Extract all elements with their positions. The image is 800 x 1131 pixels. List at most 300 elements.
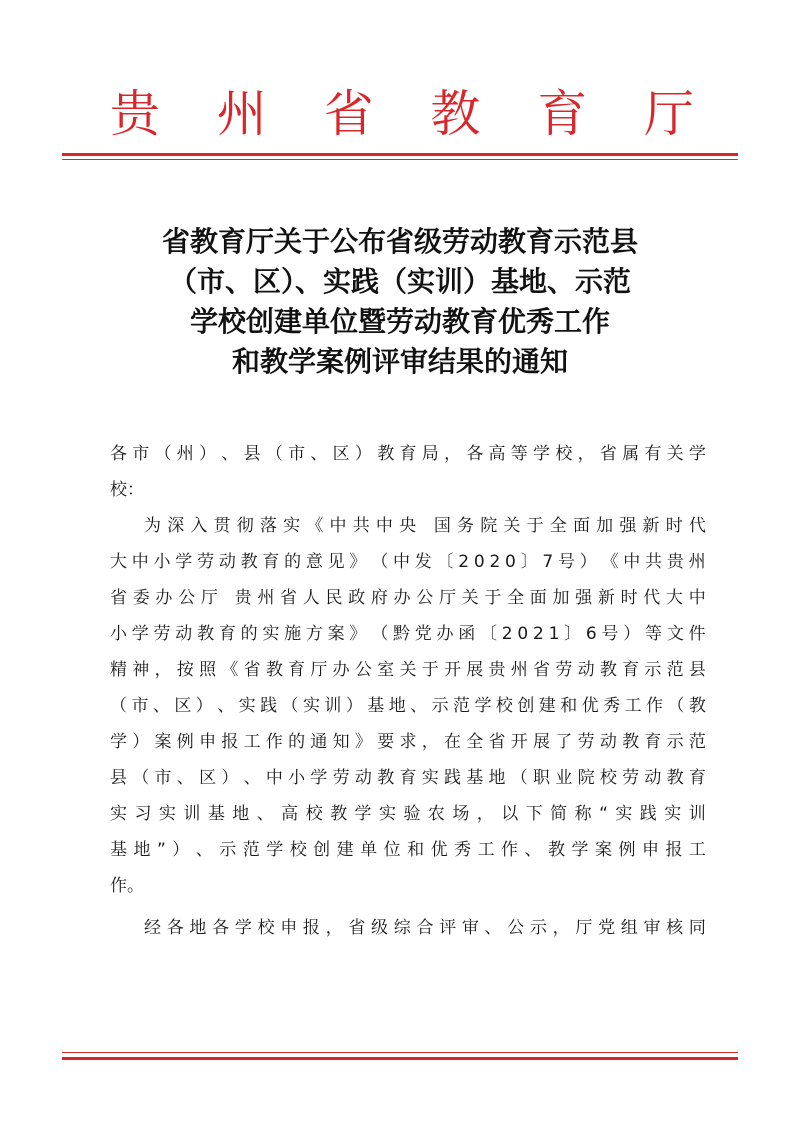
body-char: 合: [416, 918, 434, 938]
body-char: 教: [377, 444, 395, 464]
body-char: 〔: [480, 624, 498, 644]
body-char: 于: [484, 588, 502, 608]
document-body: [110, 436, 706, 946]
body-char: 院: [480, 516, 498, 536]
paragraph-line: [110, 508, 706, 544]
body-char: 厅: [310, 660, 328, 680]
body-char: 示: [219, 840, 237, 860]
body-char: 强: [619, 516, 637, 536]
letterhead-char: 州: [216, 85, 267, 143]
body-char: 、: [176, 768, 194, 788]
body-char: 教: [599, 660, 617, 680]
body-char: 劳: [622, 768, 640, 788]
body-char: 教: [330, 804, 348, 824]
body-char: 报: [302, 918, 320, 938]
body-char: （: [667, 696, 685, 716]
body-char: 和: [407, 840, 425, 860]
body-char: 实: [238, 696, 256, 716]
body-char: 政: [348, 588, 366, 608]
body-char: 彻: [236, 516, 254, 536]
body-char: 、: [217, 696, 235, 716]
body-char: 示: [431, 696, 449, 716]
paragraph-line: [110, 724, 706, 760]
body-char: 市: [131, 696, 149, 716]
body-char: 的: [240, 624, 258, 644]
title-line: 和教学案例评审结果的通知: [231, 345, 568, 378]
body-char: 工: [688, 840, 706, 860]
body-char: 学: [266, 840, 284, 860]
body-char: 关: [399, 660, 417, 680]
body-char: 训: [688, 804, 706, 824]
body-char: 中: [265, 768, 283, 788]
body-char: 实: [615, 804, 633, 824]
letterhead-char: 贵: [110, 85, 160, 143]
body-char: 训: [183, 804, 201, 824]
body-char: 基: [207, 804, 225, 824]
footer-rule-thick: [62, 1057, 738, 1060]
body-char: 精: [110, 660, 127, 680]
body-char: 入: [190, 516, 208, 536]
body-char: 简: [550, 804, 568, 824]
body-char: 场: [452, 804, 470, 824]
body-char: 公: [178, 588, 196, 608]
body-char: 地: [133, 840, 151, 860]
body-char: 施: [284, 624, 302, 644]
body-char: “: [599, 804, 608, 824]
body-char: 校: [555, 444, 573, 464]
body-char: 各: [110, 444, 127, 464]
body-char: 育: [622, 660, 640, 680]
body-char: 实: [378, 804, 396, 824]
body-char: 校: [599, 768, 617, 788]
body-char: 2: [501, 624, 513, 644]
body-char: 高: [488, 444, 506, 464]
body-char: 和: [560, 696, 578, 716]
body-char: 校: [495, 696, 513, 716]
body-char: 代: [643, 588, 661, 608]
body-char: 文: [666, 624, 684, 644]
body-char: 建: [336, 840, 354, 860]
body-char: 贵: [488, 660, 506, 680]
body-char: ”: [156, 840, 166, 860]
body-char: 、: [195, 840, 213, 860]
body-char: ，: [154, 660, 172, 680]
body-char: 府: [370, 588, 388, 608]
body-char: 意: [305, 552, 323, 572]
body-char: 7: [542, 552, 554, 572]
body-char: 委: [132, 588, 150, 608]
body-char: 劳: [577, 732, 595, 752]
body-char: 高: [281, 804, 299, 824]
body-char: 作: [265, 732, 283, 752]
body-char: ）: [199, 444, 217, 464]
body-char: 基: [466, 768, 484, 788]
body-char: 省: [599, 444, 617, 464]
body-char: 育: [399, 444, 417, 464]
body-char: 审: [461, 918, 479, 938]
body-char: 工: [624, 696, 642, 716]
paragraph-line: [110, 544, 706, 580]
body-char: 见: [327, 552, 345, 572]
body-char: 单: [360, 840, 378, 860]
body-char: 劳: [332, 768, 350, 788]
body-char: 大: [665, 588, 683, 608]
body-char: 同: [688, 918, 706, 938]
body-char: 例: [176, 732, 194, 752]
body-char: 时: [665, 516, 683, 536]
body-char: 优: [581, 696, 599, 716]
body-char: 展: [533, 732, 551, 752]
body-char: 为: [144, 516, 161, 536]
body-char: 》: [349, 552, 367, 572]
body-char: 校: [305, 804, 323, 824]
body-char: 审: [643, 918, 661, 938]
body-char: 地: [388, 696, 406, 716]
body-char: 党: [598, 918, 616, 938]
body-char: [422, 508, 427, 544]
body-char: 0: [505, 552, 516, 572]
body-char: 代: [688, 516, 706, 536]
header-rule-thin: [62, 159, 738, 160]
body-char: 〔: [436, 552, 454, 572]
body-char: 综: [393, 918, 411, 938]
body-char: 新: [597, 588, 615, 608]
body-char: 实: [302, 696, 320, 716]
body-char: 0: [517, 624, 529, 644]
body-char: 局: [421, 444, 439, 464]
body-char: 各: [212, 918, 230, 938]
paragraph-line: [110, 796, 706, 832]
body-char: 验: [403, 804, 421, 824]
body-char: 厅: [438, 588, 456, 608]
body-char: 省: [280, 588, 298, 608]
body-char: 等: [510, 444, 528, 464]
body-char: 知: [332, 732, 350, 752]
body-char: 务: [457, 516, 475, 536]
body-char: 件: [688, 624, 706, 644]
body-char: 例: [618, 840, 636, 860]
body-char: 动: [218, 552, 236, 572]
body-char: 黔: [392, 624, 410, 644]
body-char: 了: [555, 732, 573, 752]
body-char: 中: [688, 588, 706, 608]
body-char: 在: [443, 732, 461, 752]
body-char: 全: [507, 588, 525, 608]
body-char: 育: [688, 768, 706, 788]
body-char: 教: [197, 624, 215, 644]
body-char: 报: [665, 840, 683, 860]
body-char: 强: [575, 588, 593, 608]
body-char: 全: [549, 516, 567, 536]
body-char: 学: [131, 624, 149, 644]
body-char: ）: [579, 552, 597, 572]
body-char: 、: [243, 768, 261, 788]
paragraph-line: [110, 616, 706, 652]
body-char: 中: [375, 516, 393, 536]
body-char: 加: [552, 588, 570, 608]
letterhead: [60, 84, 740, 144]
body-char: 动: [644, 768, 662, 788]
body-char: 国: [433, 516, 451, 536]
body-char: 动: [577, 660, 595, 680]
body-char: 办: [393, 588, 411, 608]
body-char: 基: [110, 840, 127, 860]
body-char: 院: [577, 768, 595, 788]
body-char: ）: [623, 624, 641, 644]
body-char: 关: [503, 516, 521, 536]
body-char: 号: [557, 552, 575, 572]
body-char: 方: [305, 624, 323, 644]
body-char: 工: [477, 840, 495, 860]
body-char: 《: [306, 516, 324, 536]
body-char: 以: [501, 804, 519, 824]
body-char: 实: [421, 768, 439, 788]
body-char: 1: [548, 624, 560, 644]
letterhead-char: 厅: [643, 85, 694, 143]
paragraph-line: [110, 910, 706, 946]
body-char: 称: [574, 804, 592, 824]
body-char: 市: [132, 444, 150, 464]
body-char: 通: [310, 732, 328, 752]
body-char: ，: [443, 444, 461, 464]
body-char: 优: [430, 840, 448, 860]
body-char: 育: [218, 624, 236, 644]
body-char: 》: [349, 624, 367, 644]
body-char: 》: [354, 732, 372, 752]
body-char: 开: [443, 660, 461, 680]
body-char: 建: [538, 696, 556, 716]
letterhead-char: 育: [537, 85, 588, 143]
body-char: 示: [529, 918, 547, 938]
body-char: 级: [371, 918, 389, 938]
body-char: 贵: [234, 588, 252, 608]
body-char: 公: [507, 918, 525, 938]
body-char: 共: [645, 552, 663, 572]
body-char: 实: [110, 804, 127, 824]
body-char: （: [265, 444, 283, 464]
body-char: 县: [110, 768, 127, 788]
body-char: 省: [110, 588, 127, 608]
body-char: 劳: [555, 660, 573, 680]
body-char: 核: [666, 918, 684, 938]
body-char: 育: [288, 660, 306, 680]
body-char: （: [371, 624, 389, 644]
body-char: 小: [288, 768, 306, 788]
title-line: （市、区）、实践（实训）基地、示范: [168, 265, 631, 298]
body-char: 〕: [520, 552, 538, 572]
body-char: 关: [461, 588, 479, 608]
body-char: 加: [596, 516, 614, 536]
body-char: 按: [176, 660, 194, 680]
body-char: 动: [175, 624, 193, 644]
body-char: 区: [332, 444, 350, 464]
body-char: 学: [474, 696, 492, 716]
body-char: 报: [221, 732, 239, 752]
body-char: 教: [666, 768, 684, 788]
body-char: 学: [533, 444, 551, 464]
body-char: 秀: [603, 696, 621, 716]
paragraph-line: [110, 760, 706, 796]
body-char: 省: [348, 918, 366, 938]
body-char: 组: [620, 918, 638, 938]
body-char: ，: [325, 918, 343, 938]
body-char: 各: [466, 444, 484, 464]
body-char: 求: [399, 732, 417, 752]
body-char: 训: [324, 696, 342, 716]
body-char: 关: [666, 444, 684, 464]
body-char: 动: [599, 732, 617, 752]
body-char: 教: [622, 732, 640, 752]
body-char: 范: [688, 732, 706, 752]
body-char: 时: [620, 588, 638, 608]
body-char: 业: [555, 768, 573, 788]
body-char: 育: [644, 732, 662, 752]
body-char: 落: [259, 516, 277, 536]
body-char: 室: [377, 660, 395, 680]
body-char: 深: [167, 516, 185, 536]
body-char: 省: [533, 660, 551, 680]
body-char: 、: [256, 804, 274, 824]
body-char: 展: [466, 660, 484, 680]
body-char: 农: [427, 804, 445, 824]
body-char: 开: [510, 732, 528, 752]
body-char: 学: [310, 768, 328, 788]
body-char: 《: [601, 552, 619, 572]
body-char: 动: [354, 768, 372, 788]
body-char: 中: [329, 516, 347, 536]
body-char: 示: [644, 660, 662, 680]
body-char: 中: [392, 552, 410, 572]
title-line: 省教育厅关于公布省级劳动教育示范县: [161, 225, 638, 258]
body-char: 校: [289, 840, 307, 860]
body-char: 区: [199, 768, 217, 788]
body-char: 号: [601, 624, 619, 644]
body-char: 人: [302, 588, 320, 608]
body-char: （: [281, 696, 299, 716]
body-char: 〕: [564, 624, 582, 644]
body-char: 发: [414, 552, 432, 572]
body-char: 示: [666, 732, 684, 752]
body-char: 共: [352, 516, 370, 536]
body-char: 作: [501, 840, 519, 860]
body-char: 小: [153, 552, 171, 572]
body-char: 民: [325, 588, 343, 608]
body-char: 申: [641, 840, 659, 860]
body-char: 办: [332, 660, 350, 680]
body-char: 2: [532, 624, 544, 644]
body-char: ，: [552, 918, 570, 938]
body-char: 案: [154, 732, 172, 752]
body-char: 面: [572, 516, 590, 536]
body-char: 践: [260, 696, 278, 716]
body-char: 州: [176, 444, 194, 464]
body-char: 州: [510, 660, 528, 680]
body-char: 市: [288, 444, 306, 464]
header-rule-thick: [62, 153, 738, 156]
body-char: 2: [458, 552, 470, 572]
body-char: ）: [132, 732, 150, 752]
body-char: ，: [577, 444, 595, 464]
body-char: [224, 580, 229, 616]
body-char: 于: [421, 660, 439, 680]
body-char: 教: [548, 840, 566, 860]
body-char: 新: [642, 516, 660, 536]
letterhead-char: 教: [430, 85, 481, 143]
body-char: ）: [345, 696, 363, 716]
body-char: 工: [243, 732, 261, 752]
title-line: 学校创建单位暨劳动教育优秀工作: [189, 305, 610, 338]
body-char: 县: [688, 660, 706, 680]
body-char: 案: [594, 840, 612, 860]
body-char: 劳: [153, 624, 171, 644]
body-char: 各: [166, 918, 184, 938]
body-char: 地: [488, 768, 506, 788]
body-char: 作: [645, 696, 663, 716]
body-char: 教: [377, 768, 395, 788]
body-char: 、: [524, 840, 542, 860]
body-char: 6: [585, 624, 597, 644]
body-char: ，: [421, 732, 439, 752]
body-char: 公: [354, 660, 372, 680]
body-char: 经: [144, 918, 161, 938]
body-char: 、: [310, 444, 328, 464]
body-char: 学: [688, 444, 706, 464]
body-char: ，: [476, 804, 494, 824]
body-char: 、: [410, 696, 428, 716]
body-char: 公: [416, 588, 434, 608]
body-char: 创: [313, 840, 331, 860]
footer-rule-thin: [62, 1052, 738, 1053]
body-char: 的: [284, 552, 302, 572]
body-char: 党: [414, 624, 432, 644]
body-char: 教: [688, 696, 706, 716]
body-char: 厅: [575, 918, 593, 938]
body-char: 中: [623, 552, 641, 572]
body-char: 职: [533, 768, 551, 788]
body-char: 秀: [454, 840, 472, 860]
body-char: 贵: [666, 552, 684, 572]
body-char: 学: [354, 804, 372, 824]
body-char: 中: [131, 552, 149, 572]
letterhead-char: 省: [323, 85, 374, 143]
body-char: （: [110, 696, 127, 716]
body-char: 基: [367, 696, 385, 716]
body-char: 全: [466, 732, 484, 752]
body-char: 实: [262, 624, 280, 644]
body-char: 大: [110, 552, 127, 572]
body-char: 实: [283, 516, 301, 536]
body-char: 省: [488, 732, 506, 752]
body-char: 学: [110, 732, 127, 752]
body-char: 学: [571, 840, 589, 860]
body-char: （: [132, 768, 150, 788]
paragraph-line: [110, 652, 706, 688]
body-char: 函: [458, 624, 476, 644]
body-char: 要: [377, 732, 395, 752]
body-char: 教: [265, 660, 283, 680]
body-char: 贯: [213, 516, 231, 536]
body-char: 育: [262, 552, 280, 572]
body-char: 践: [443, 768, 461, 788]
body-char: 申: [199, 732, 217, 752]
body-char: 0: [473, 552, 485, 572]
body-char: 市: [154, 768, 172, 788]
body-char: 地: [189, 918, 207, 938]
body-char: 践: [639, 804, 657, 824]
body-char: ）: [195, 696, 213, 716]
body-char: 校: [257, 918, 275, 938]
paragraph-line: [110, 688, 706, 724]
